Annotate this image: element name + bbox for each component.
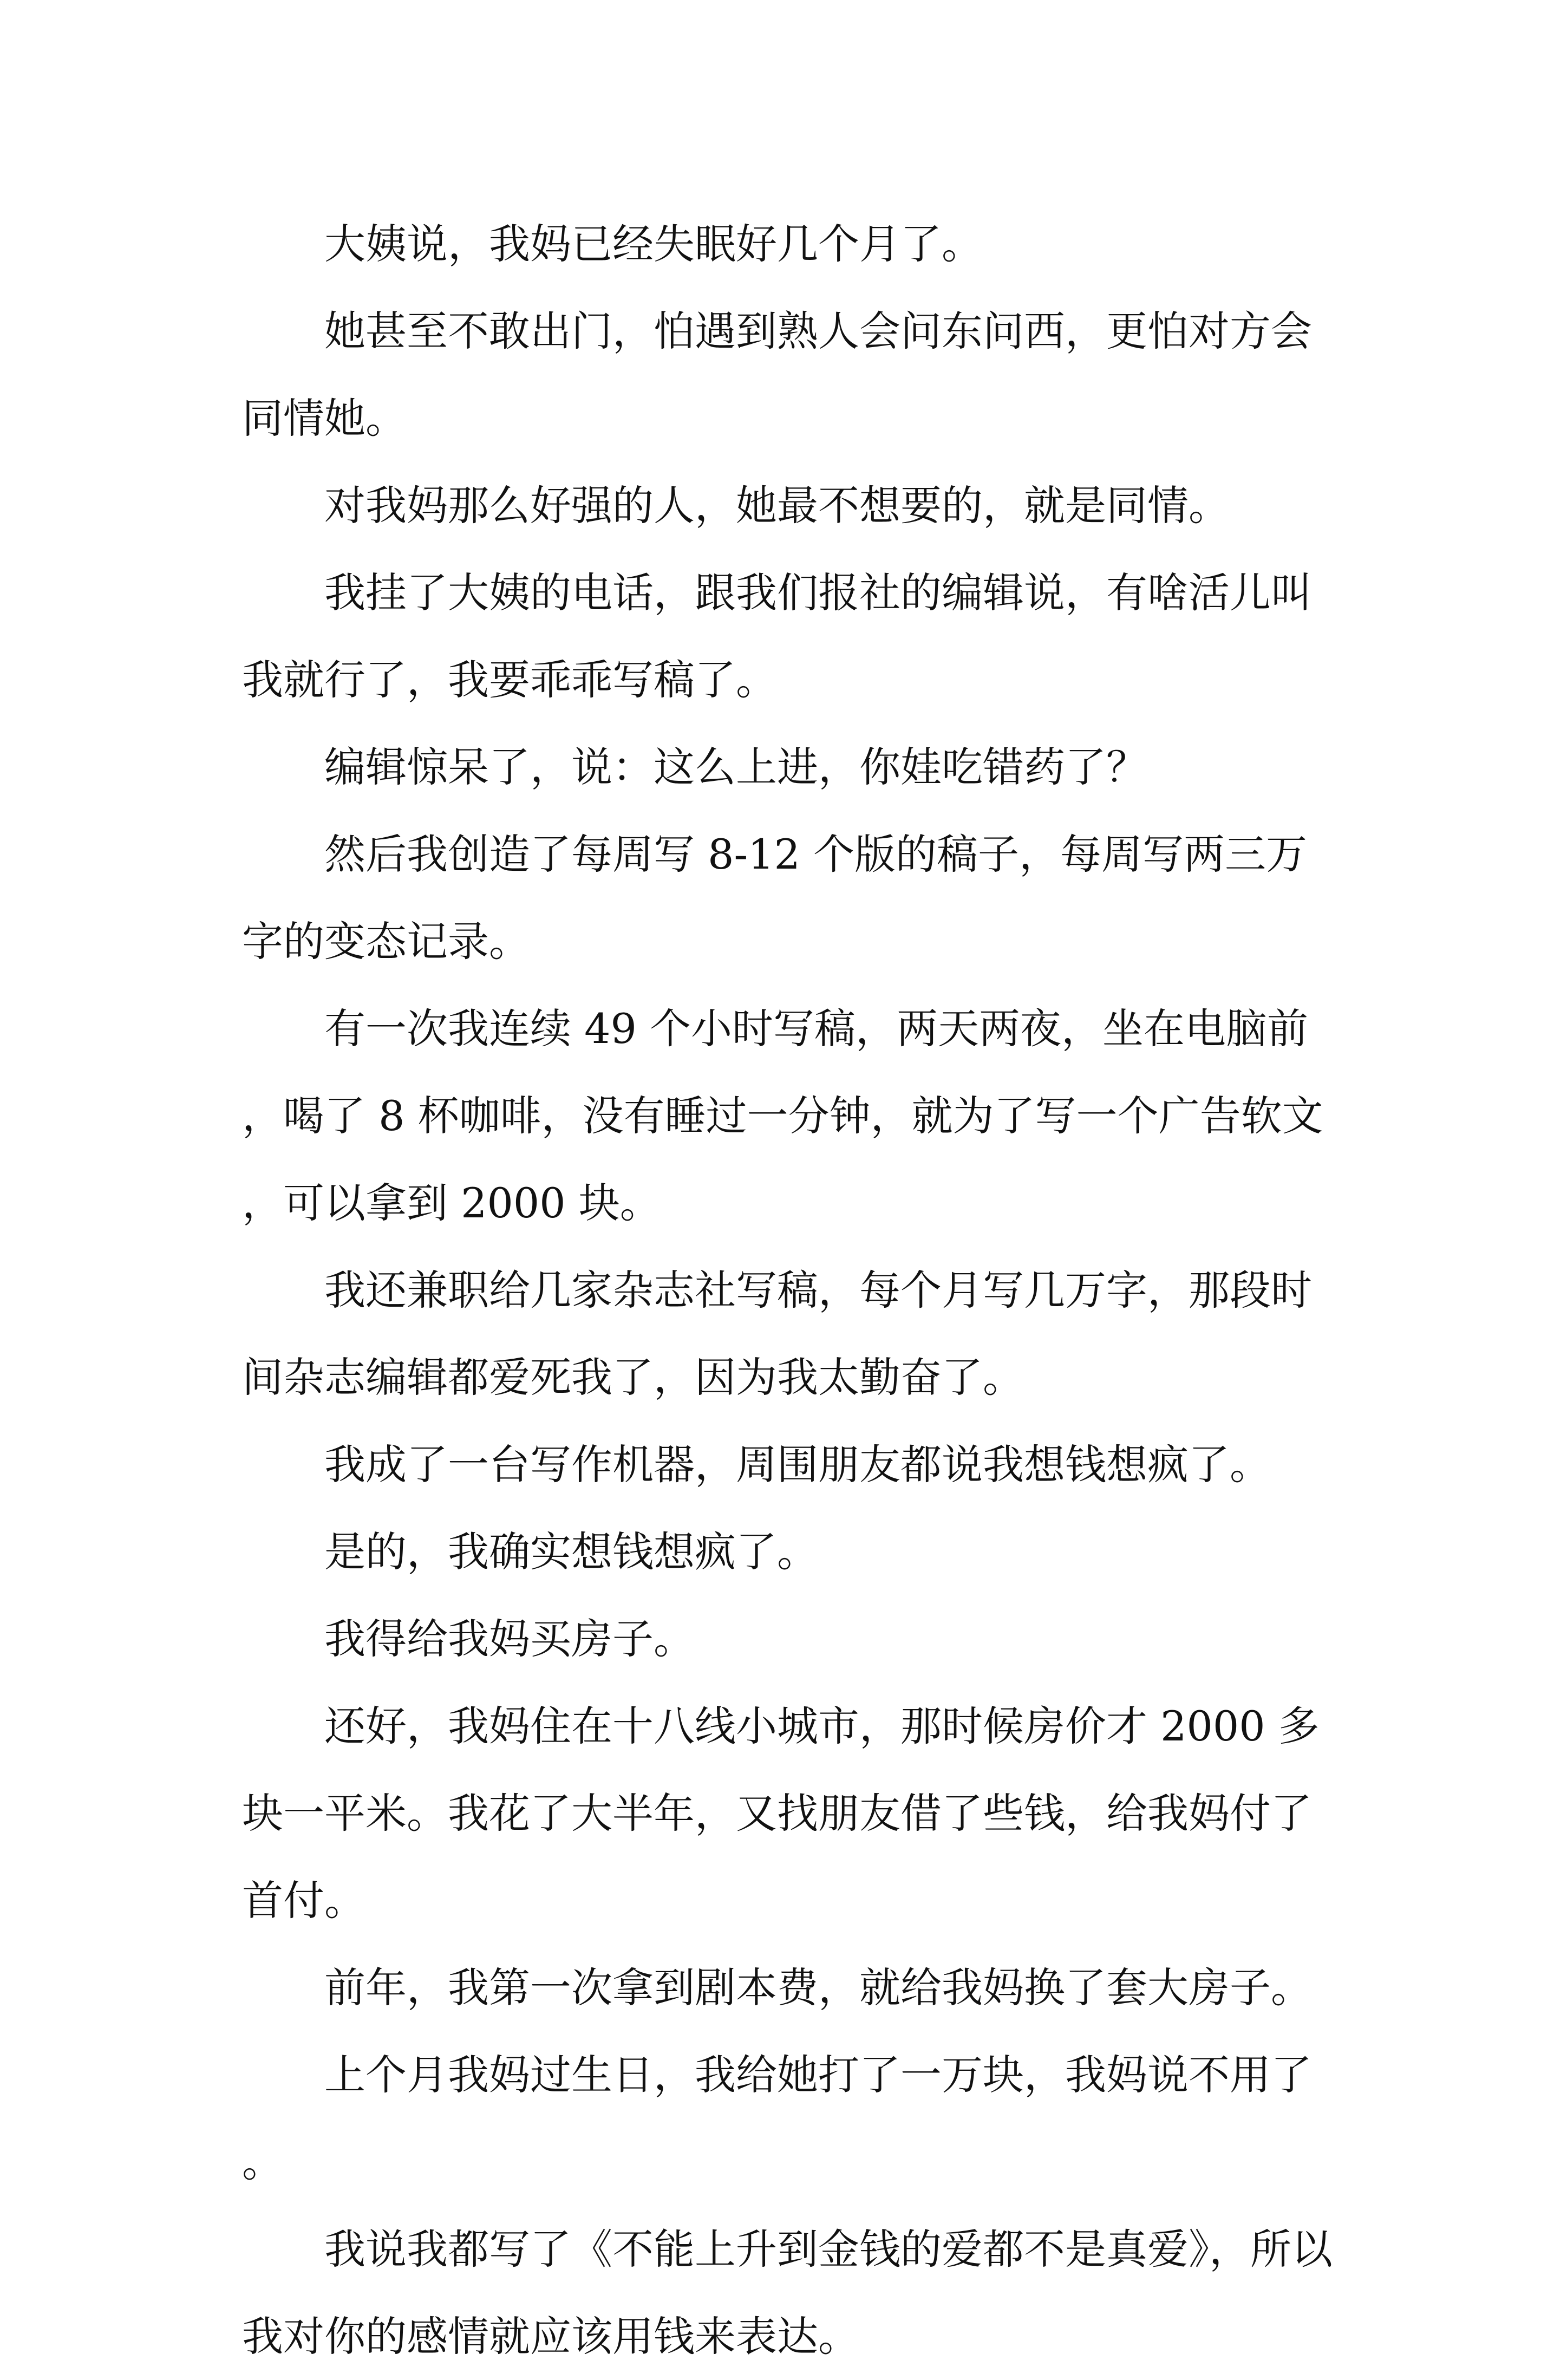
paragraph: 我得给我妈买房子。 [324, 1615, 695, 1663]
paragraph: 然后我创造了每周写 8-12 个版的稿子，每周写两三万字的变态记录。 [242, 830, 1308, 966]
paragraph: 还好，我妈住在十八线小城市，那时候房价才 2000 多块一平米。我花了大半年，又找朋友借了些钱，给我妈付了首付。 [242, 1702, 1320, 1925]
paragraph: 有一次我连续 49 个小时写稿，两天两夜，坐在电脑前，喝了 8 杯咖啡，没有睡过一分钟，就为了写一个广告软文，可以拿到 2000 块。 [242, 1005, 1323, 1227]
paragraph: 她甚至不敢出门，怕遇到熟人会问东问西，更怕对方会同情她。 [242, 307, 1312, 442]
paragraph: 编辑惊呆了，说：这么上进，你娃吃错药了？ [324, 743, 1147, 791]
paragraph: 对我妈那么好强的人，她最不想要的，就是同情。 [324, 481, 1230, 530]
paragraph: 我说我都写了《不能上升到金钱的爱都不是真爱》，所以我对你的感情就应该用钱来表达。 [242, 2225, 1333, 2361]
paragraph: 我成了一台写作机器，周围朋友都说我想钱想疯了。 [324, 1440, 1271, 1489]
paragraph: 我挂了大姨的电话，跟我们报社的编辑说，有啥活儿叫我就行了，我要乖乖写稿了。 [242, 569, 1312, 704]
paragraph: 前年，我第一次拿到剧本费，就给我妈换了套大房子。 [324, 1964, 1312, 2012]
paragraph: 上个月我妈过生日，我给她打了一万块，我妈说不用了。 [242, 2051, 1312, 2186]
paragraph: 我还兼职给几家杂志社写稿，每个月写几万字，那段时间杂志编辑都爱死我了，因为我太勤奋了。 [242, 1266, 1312, 1401]
paragraph: 是的，我确实想钱想疯了。 [324, 1528, 818, 1576]
document-body [242, 200, 1336, 2380]
paragraph: 大姨说，我妈已经失眠好几个月了。 [324, 220, 983, 268]
